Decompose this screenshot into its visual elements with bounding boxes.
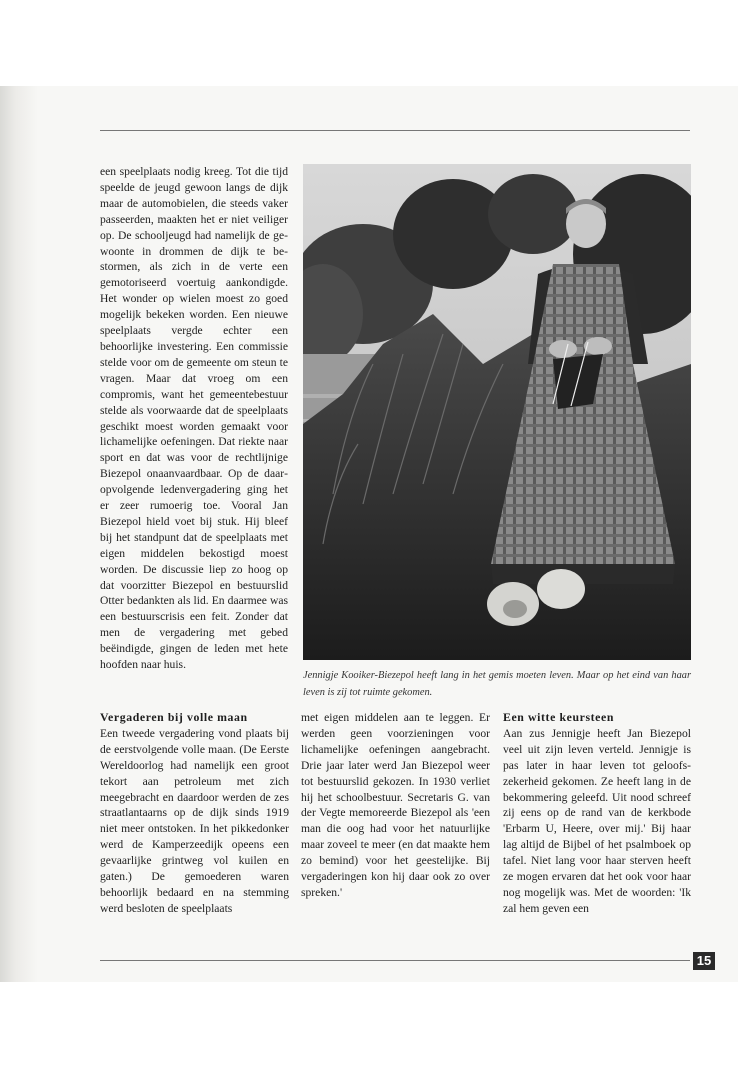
section-witte-keursteen [503,710,691,917]
section-body: Aan zus Jennigje heeft Jan Biezepol veel uit zijn leven verteld. Jennigje is pas later in haar leven tot geloofszekerheid gekomen. Ze heeft lang in de bekommering geleefd. Uit nood schreef zij eens op de rand van de kerkbode 'Erbarm U, Heere, over mij.' Bij haar lag altijd de Bijbel of het psalmboek op tafel. Niet lang voor haar sterven heeft ze mogen ervaren dat het ook voor haar nog mogelijk was. Met de woorden: 'Ik zal hem geven een [503,726,691,915]
top-rule [100,130,690,131]
portrait-photo [303,164,691,660]
section-body: Een tweede vergadering vond plaats bij de eerstvolgende volle maan. (De Eerste Wereldoorlog had namelijk een groot tekort aan petroleum met zich meegebracht en daardoor werden de zes straatlantaarns op de dijk sinds 1919 niet meer ontstoken. In het pikkedonker werd de Kamperzeedijk opeens een gevaarlijke grintweg vol kuilen en gaten.) De gemoederen waren behoorlijk bedaard en na stemming werd besloten de speelplaats [100,726,289,915]
section-heading: Vergaderen bij volle maan [100,710,248,724]
left-column-text: een speelplaats nodig kreeg. Tot die tijd speelde de jeugd gewoon langs de dijk maar de automobielen, die steeds vaker passeerden, maakten het er niet veiliger op. De schooljeugd had namelijk de gewoonte in drommen de dijk te bestormen, als zich in de verte een gemotoriseerd voertuig aankondigde. Het wonder op wielen moest zo goed mogelijk bekeken worden. Een nieuwe speelplaats vergde echter een behoorlijke investering. Een commissie stelde voor om de gemeente om steun te vragen. Maar dat vroeg om een compromis, want het gemeentebestuur stelde als voorwaarde dat de speelplaats geschikt moest worden gemaakt voor lichamelijke oefeningen. Dat riekte naar sport en dat was voor de rechtlijnige Biezepol onaanvaardbaar. Op de daaropvolgende ledenvergadering ging het er zeer rumoerig toe. Vooral Jan Biezepol hield voet bij stuk. Hij bleef bij het standpunt dat de speelplaats met eigen middelen bekostigd moest worden. De discussie liep zo hoog op dat voorzitter Biezepol en bestuurslid Otter bedankten als lid. En daarmee was een bestuurscrisis een feit. Zonder dat men de vergadering met gebed beëindigde, gingen de leden met hete hoofden naar huis. [100,165,288,672]
section-vergaderen [100,710,289,917]
middle-column-text: met eigen middelen aan te leggen. Er werden geen voorzieningen voor lichamelijke oefeningen aangebracht. Drie jaar later werd Jan Biezepol weer tot bestuurslid gekozen. In 1930 verliet hij het schoolbestuur. Secretaris G. van der Vegte memoreerde Biezepol als 'een man die oog had voor het natuurlijke maar zoveel te meer (en dat maakte hem zo bemind) voor het geestelijke. Bij vergaderingen kon hij daar ook zo over spreken.' [301,711,490,899]
photo-caption: Jennigje Kooiker-Biezepol heeft lang in het gemis moeten leven. Maar op het eind van haar leven is zij tot ruimte gekomen. [303,670,691,698]
section-heading: Een witte keursteen [503,710,614,724]
portrait-photo-image [303,164,691,660]
bottom-rule [100,960,690,961]
page-number: 15 [693,952,715,970]
page-spine-shadow [0,86,38,982]
